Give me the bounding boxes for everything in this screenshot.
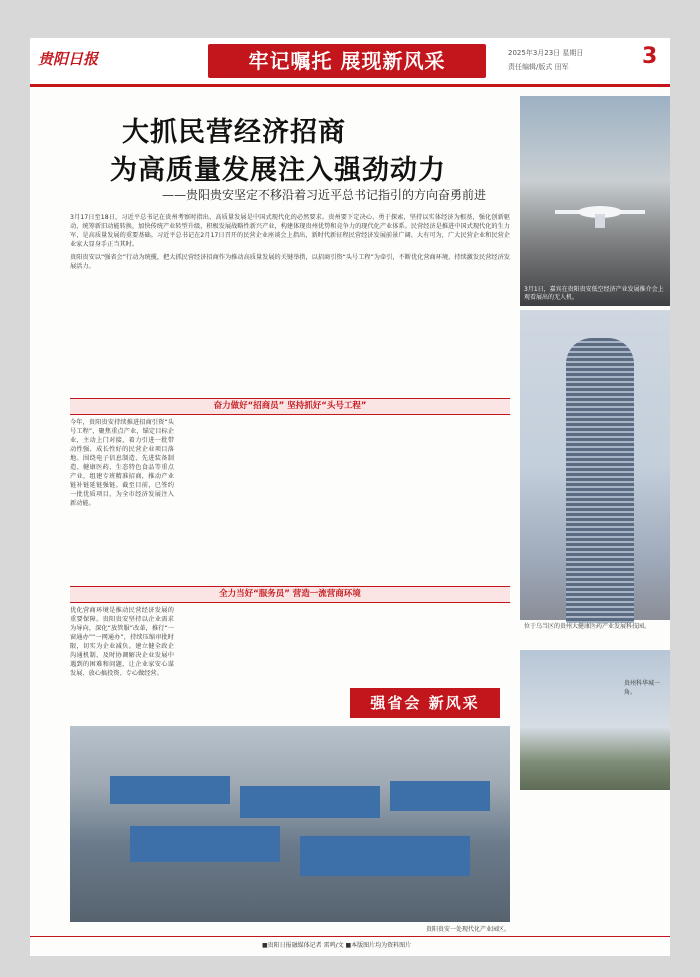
issue-date: 2025年3月23日 星期日 <box>508 49 584 57</box>
newspaper-logo: 贵阳日报 <box>38 50 99 68</box>
page-banner: 牢记嘱托 展现新风采 <box>208 44 486 78</box>
photo-caption-bottom: 贵州科华城一角。 <box>624 680 661 696</box>
section-2-body: 优化营商环境是推动民营经济发展的重要保障。贵阳贵安坚持以企业需求为导向，深化“放管服”改革，推行“一窗通办”“一网通办”，持续压缩审批时限，切实为企业减负。建立健全政企沟通机制，及时协调解决企业发展中遇到的困难和问题，让企业家安心谋发展、放心搞投资、专心做经营。 <box>70 607 174 677</box>
section-1-body: 今年，贵阳贵安持续推进招商引资“头号工程”，聚焦重点产业，锚定目标企业，主动上门对接，着力引进一批带动性强、成长性好的民营企业项目落地。围绕电子信息制造、先进装备制造、健康医药、生态特色食品等重点产业，组建专班精准招商，推动产业链补链延链强链。截至目前，已签约一批优质项目，为全市经济发展注入新动能。 <box>70 419 174 507</box>
subheadline: ——贵阳贵安坚定不移沿着习近平总书记指引的方向奋勇前进 <box>162 188 487 202</box>
editor-credit: 责任编辑/版式 田军 <box>508 63 569 71</box>
slogan-box: 强省会 新风采 <box>350 688 500 718</box>
drone-icon <box>550 188 650 238</box>
factory-roof <box>130 826 280 862</box>
page-number: 3 <box>642 44 658 69</box>
lead-text-2: 贵阳贵安以“强省会”行动为统揽，把大抓民营经济招商作为推动高质量发展的关键举措，以招商引资“头号工程”为牵引，不断优化营商环境，持续激发民营经济发展活力。 <box>70 254 510 270</box>
section-title-1: 奋力做好“招商员” 坚持抓好“头号工程” <box>70 398 510 415</box>
section-2-columns <box>70 606 340 721</box>
section-1-columns <box>70 418 510 578</box>
photo-caption-top: 3月1日，嘉宾在贵阳贵安低空经济产业发展推介会上观看展出的无人机。 <box>524 286 664 301</box>
headline-line-2: 为高质量发展注入强劲动力 <box>110 155 446 186</box>
city-street-photo <box>520 650 670 790</box>
industrial-park-photo <box>70 726 510 922</box>
factory-roof <box>110 776 230 804</box>
lead-paragraph <box>70 213 510 271</box>
tower-building-icon <box>566 338 634 623</box>
newspaper-page <box>30 38 670 956</box>
headline-line-1: 大抓民营经济招商 <box>122 117 346 148</box>
photo-caption-mid: 位于乌当区的贵州大健康医药产业发展科技园。 <box>524 623 651 630</box>
section-title-2: 全力当好“服务员” 营造一流营商环境 <box>70 586 510 603</box>
factory-roof <box>300 836 470 876</box>
lead-text-1: 3月17日至18日，习近平总书记在贵州考察时指出，高质量发展是中国式现代化的必然要求。贵州要下定决心、勇于探索，坚持以实体经济为根基，强化创新驱动，统筹新旧动能转换，加快传统产业转型升级，积极发展战略性新兴产业，构建体现贵州优势和竞争力的现代化产业体系。民营经济是推进中国式现代化的生力军，是高质量发展的重要基础。习近平总书记在2月17日召开的民营企业座谈会上指出，新时代新征程民营经济发展前景广阔、大有可为，广大民营企业和民营企业家大显身手正当其时。 <box>70 214 510 248</box>
photo-caption-wide: 贵阳贵安一处现代化产业园区。 <box>425 926 510 933</box>
footer-credit: ■贵阳日报融媒体记者 雷鸣/文 ■本版图片均为资料图片 <box>262 942 412 949</box>
factory-roof <box>240 786 380 818</box>
factory-roof <box>390 781 490 811</box>
